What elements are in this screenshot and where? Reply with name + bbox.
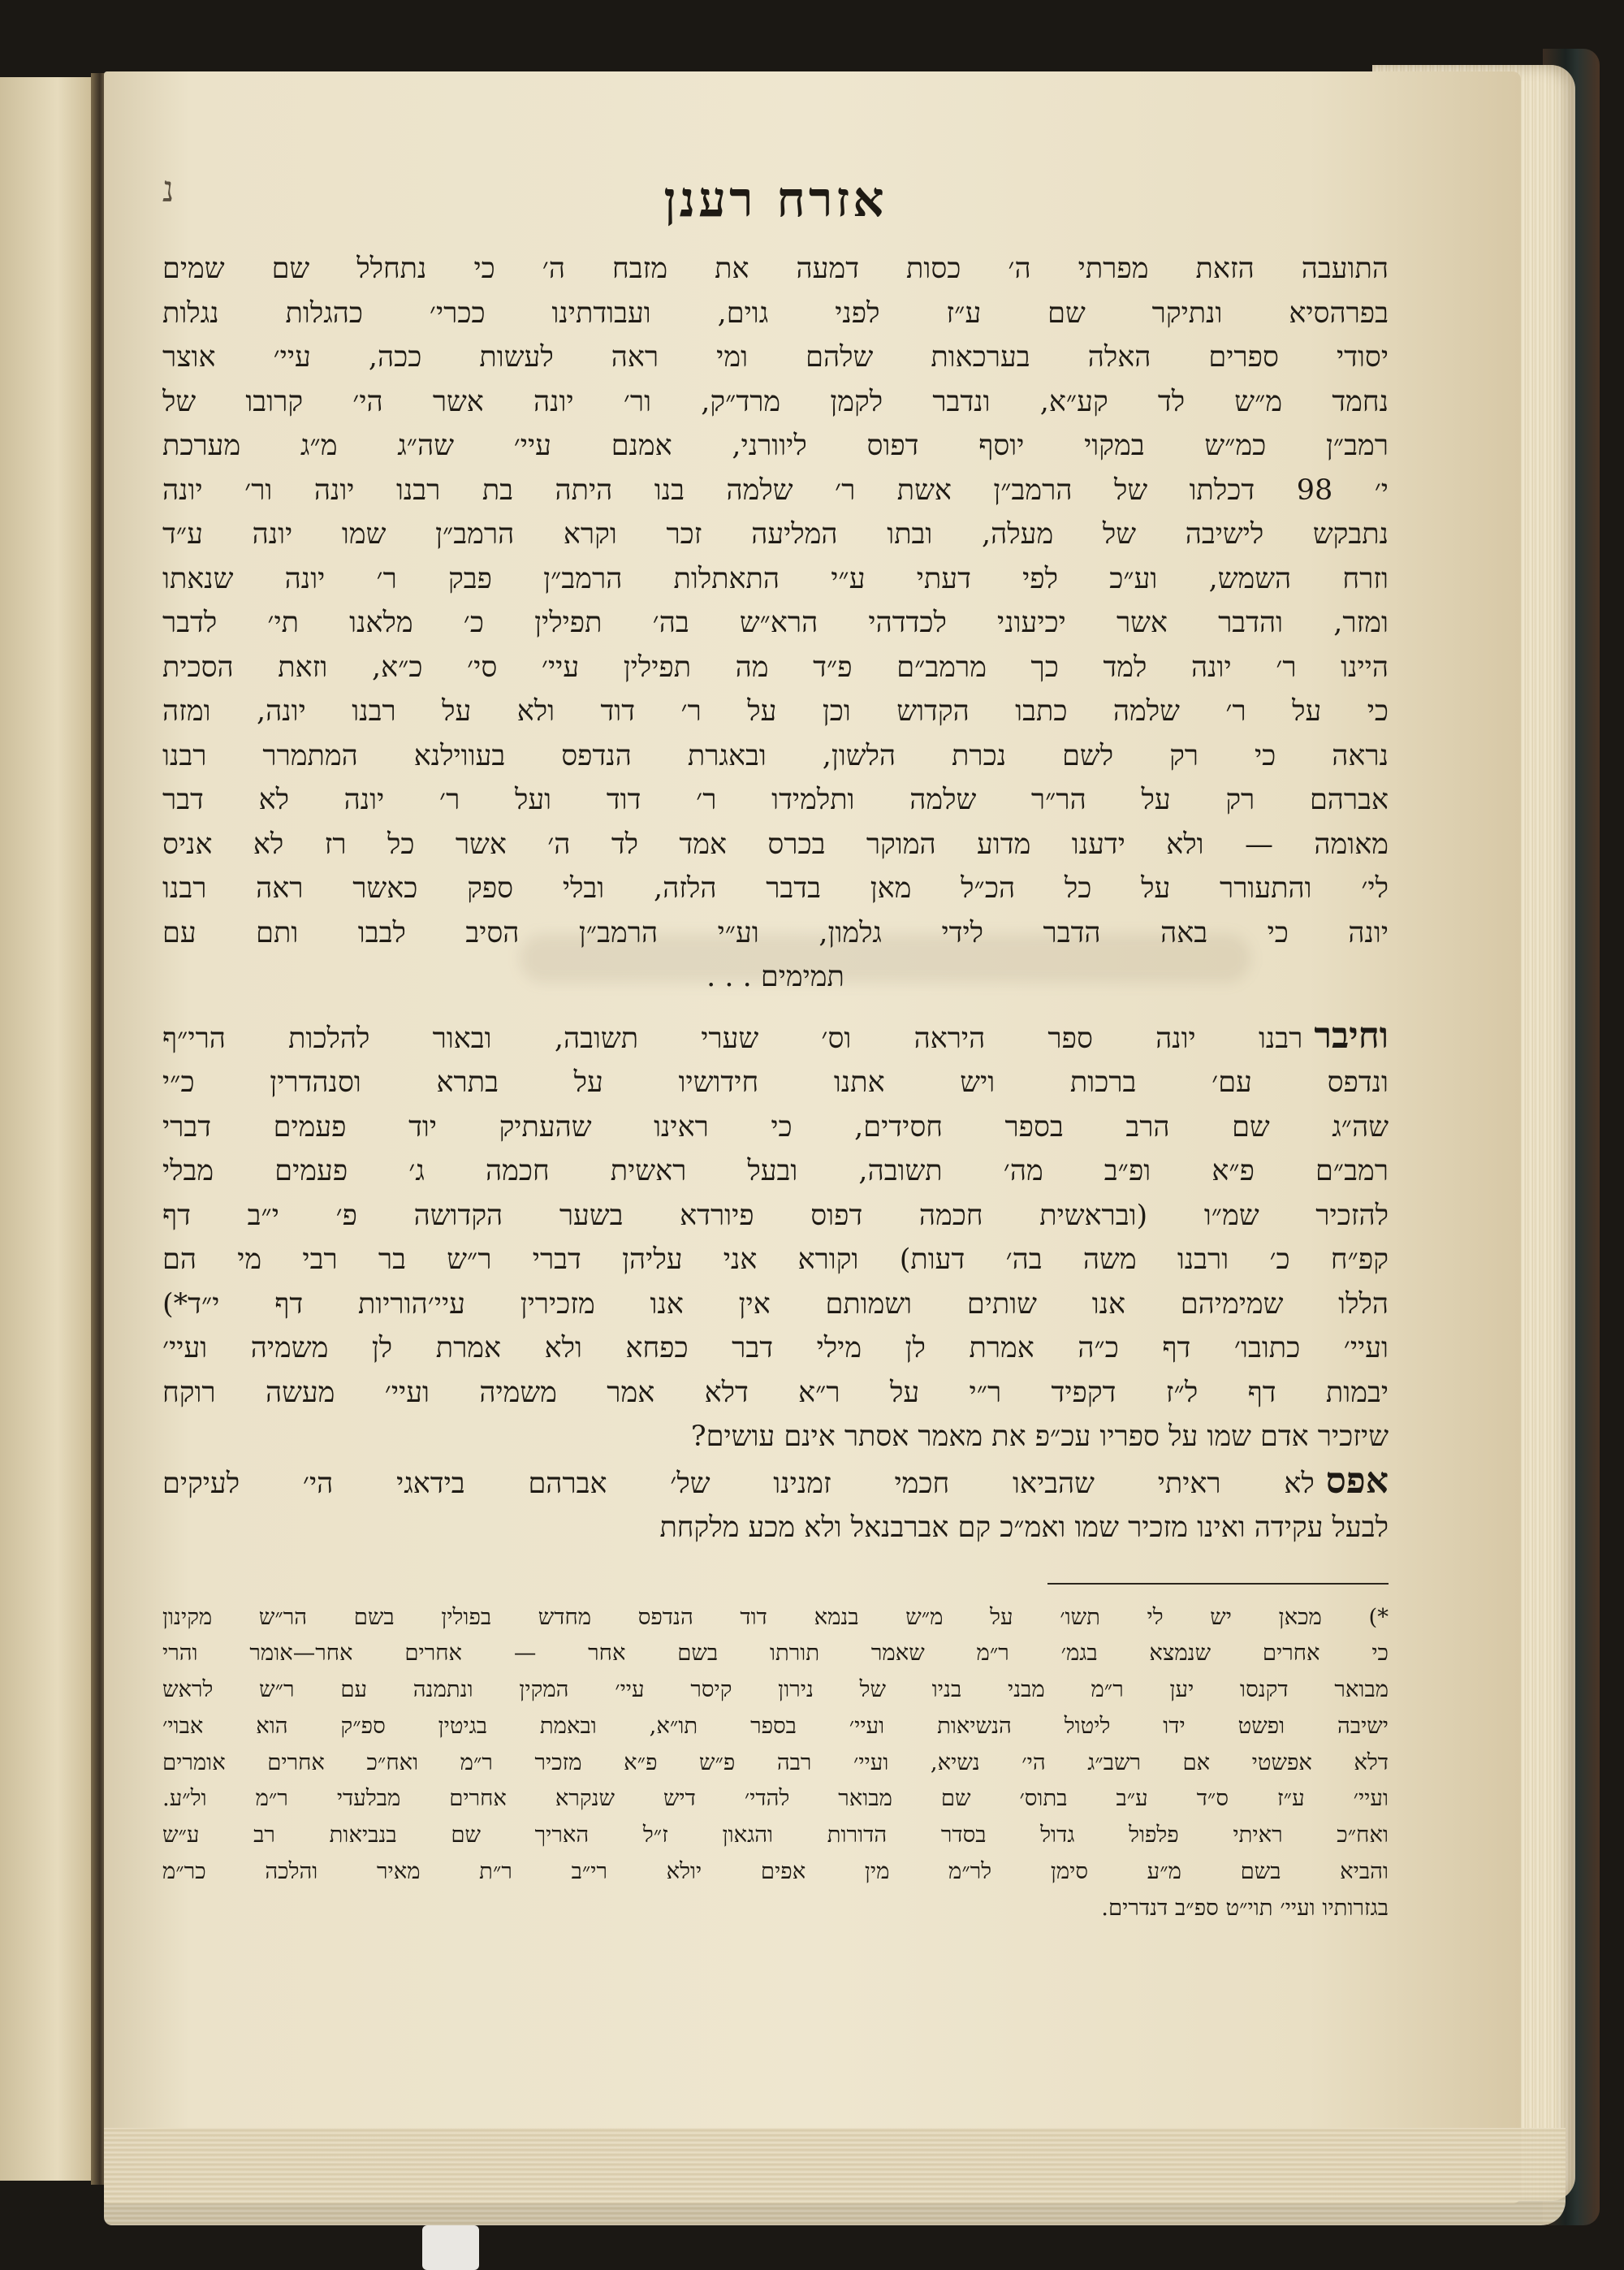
line-text: רבנו יונה ספר היראה וס׳ שערי תשובה, ובאור להלכות הרי״ף xyxy=(162,1022,1303,1055)
text-line: *) מכאן יש לי תשו׳ על מ״ש בנמא דוד הנדפס מחדש בפולין בשם הר״ש מקינון xyxy=(162,1603,1389,1630)
page-clip xyxy=(422,2225,479,2270)
text-line: יונה כי באה הדבר לידי גלמון, וע״י הרמב״ן הסיב לבבו ותם עם xyxy=(162,916,1389,949)
text-line: יסודי ספרים האלה בערכאות שלהם ומי ראה לעשות ככה, עיי׳ אוצר xyxy=(162,341,1389,374)
text-line: ישיבה ופשט ידו ליטול הנשיאות ועיי׳ בספר תו״א, ובאמת בגיטין ספ״ק הוא אבוי׳ xyxy=(162,1712,1389,1739)
text-line: כי אחרים שנמצא בגמ׳ ר״מ שאמר תורתו בשם אחר — אחרים אחר—אומר והרי xyxy=(162,1640,1389,1667)
text-line: שה״ג שם הרב בספר חסידים, כי ראינו שהעתיק יוד פעמים דברי xyxy=(162,1110,1389,1144)
text-line: ומזר, והדבר אשר יכיעוני לכדדהי הרא״ש בה׳ תפילין כ׳ מלאנו תי׳ לדבר xyxy=(162,607,1389,639)
paragraph-3 xyxy=(162,1459,1389,1550)
text-line: וזרח השמש, וע״כ לפי דעתי ע״י התאתלות הרמב״ן פבק ר׳ יונה שנאתו xyxy=(162,562,1389,595)
text-line: ונדפס עם׳ ברכות ויש אתנו חידושיו על בתרא וסנהדרין כ״י xyxy=(162,1066,1389,1099)
text-line: כי על ר׳ שלמה כתבו הקדוש וכן על ר׳ דוד ולא על רבנו יונה, ומזה xyxy=(162,695,1389,728)
footnote-rule xyxy=(1047,1583,1389,1585)
text-line: קפ״ח כ׳ ורבנו משה בה׳ דעות) וקורא אני עליהן דברי ר״ש בר רבי מי הם xyxy=(162,1243,1389,1276)
text-line: מבואר דקנסו יען ר״מ מבני בניו של נירון קיסר עיי׳ המקין ונתמנה עם ר״ש לראש xyxy=(162,1676,1389,1703)
text-line: לבעל עקידה ואינו מזכיר שמו ואמ״כ קם אברבנאל ולא מכע מלקחת xyxy=(659,1511,1389,1544)
text-line xyxy=(162,1014,1389,1061)
text-line: י׳ 98 דכלתו של הרמב״ן אשת ר׳ שלמה בנו היתה בת רבנו יונה ור׳ יונה xyxy=(162,473,1389,507)
text-line: והביא בשם מ״ע סימן לר״מ מין אפים יולא רי״ב ר״ת מאיר והלכה כר״מ xyxy=(162,1858,1389,1885)
text-line: רמב״ן כמ״ש במקוי יוסף דפוס ליוורני, אמנם עיי׳ שה״ג מ״ג מערכת xyxy=(162,430,1389,462)
text-line: מאומה — ולא ידענו מדוע המוקר בכרס אמד לד ה׳ אשר כל רז לא אניס xyxy=(162,828,1389,861)
paragraph-2 xyxy=(162,1014,1389,1459)
text-line xyxy=(162,1459,1389,1507)
text-line: הללו שמימיהם אנו שותים ושמותם אין אנו מזכירין עיי׳הוריות דף י״ד*) xyxy=(162,1287,1389,1321)
text-line: בפרהסיא ונתיקר שם ע״ז לפני גוים, ועבודתינו ככרי׳ כהגלות נגלות xyxy=(162,296,1389,330)
text-line: אברהם רק על הר״ר שלמה ותלמידו ר׳ דוד ועל ר׳ יונה לא דבר xyxy=(162,784,1389,816)
page-bottom-edge xyxy=(104,2128,1566,2225)
text-line: נראה כי רק לשם נכרת הלשון, ובאגרת הנדפס בעווילנא המתמרר רבנו xyxy=(162,739,1389,772)
text-line: ועיי׳ כתובו׳ דף כ״ה אמרת לן מילי דבר כפחא ולא אמרת לן משמיה ועיי׳ xyxy=(162,1332,1389,1364)
folio-number: נ xyxy=(162,169,175,210)
line-text: לא ראיתי שהביאו חכמי זמנינו של׳ אברהם בידאגי הי׳ לעיקים xyxy=(162,1467,1315,1500)
text-line: נתבקש לישיבה של מעלה, ובתו המליעה זכר וקרא הרמב״ן שמו יונה ע״ד xyxy=(162,518,1389,551)
text-line: תמימים . . . xyxy=(706,961,844,993)
text-line: להזכיר שמ״ו (ובראשית חכמה דפוס פיורדא בשער הקדושה פ׳ י״ב דף xyxy=(162,1199,1389,1232)
paragraph-lead-word: וחיבר xyxy=(1314,1014,1389,1057)
text-line: ועיי׳ ע״ז ס״ד ע״ב בתוס׳ שם מבואר להדי׳ דיש שנקרא אחרים מבלעדי ר״מ ול״ע. xyxy=(162,1785,1389,1812)
running-header: אזרח רענן xyxy=(663,171,888,228)
text-line: בגזרותיו ועיי׳ תוי״ט ספ״ב דנדרים. xyxy=(1101,1894,1389,1921)
paragraph-1 xyxy=(162,247,1389,1000)
paragraph-lead-word: אפס xyxy=(1325,1459,1389,1502)
text-line: ואח״כ ראיתי פלפול גדול בסדר הדורות והגאון ז״ל האריך שם בנביאות רב ע״ש xyxy=(162,1822,1389,1848)
facing-page-edge xyxy=(0,77,96,2181)
text-line: רמב״ם פ״א ופ״ב מה׳ תשובה, ובעל ראשית חכמה ג׳ פעמים מבלי xyxy=(162,1155,1389,1187)
text-line: שיזכיר אדם שמו על ספריו עכ״פ את מאמר אסתר אינם עושים? xyxy=(690,1420,1389,1453)
text-line: היינו ר׳ יונה למד כך מרמב״ם פ״ד מה תפילין עיי׳ סי׳ כ״א, וזאת הסכית xyxy=(162,651,1389,684)
footnotes xyxy=(162,1599,1389,1926)
text-line: נחמד מ״ש לד קע״א, ונדבר לקמן מרד״ק, ור׳ יונה אשר הי׳ קרובו של xyxy=(162,385,1389,418)
text-line: יבמות דף ל״ז דקפיד ר״י על ר״א דלא אמר משמיה ועיי׳ מעשה רוקח xyxy=(162,1376,1389,1409)
text-line: התועבה הזאת מפרתי ה׳ כסות דמעה את מזבח ה׳ כי נתחלל שם שמים xyxy=(162,253,1389,285)
page-text xyxy=(162,162,1389,1926)
text-line: דלא אפשטי אם רשב״ג הי׳ נשיא, ועיי׳ רבה פ״ש פ״א מזכיר ר״מ ואח״כ אחרים אומרים xyxy=(162,1749,1389,1775)
text-line: לי׳ והתעורר על כל הכ״ל מאן בדבר הלזה, ובלי ספק כאשר ראה רבנו xyxy=(162,872,1389,905)
